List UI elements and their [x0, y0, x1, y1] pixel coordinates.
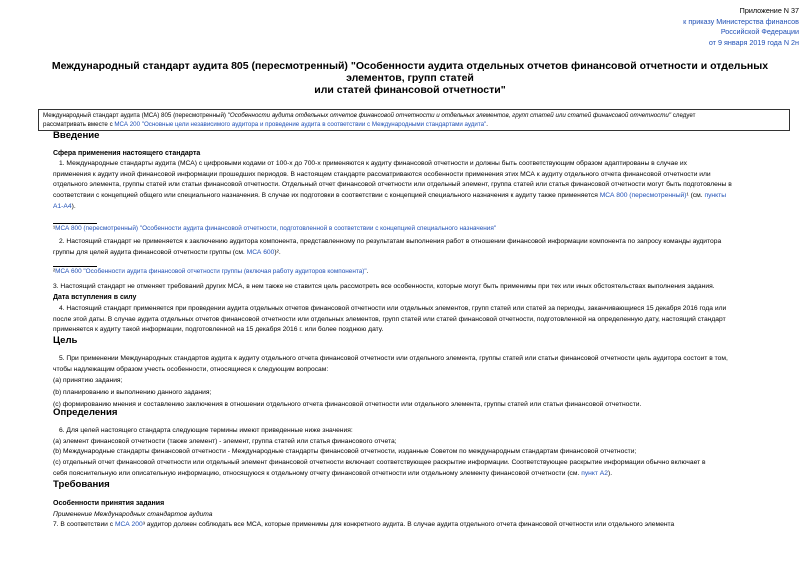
paragraph-5	[53, 354, 787, 411]
points-link[interactable]: пункты	[704, 192, 726, 200]
p6-item-c-2: себя пояснительную или описательную информацию, относящуюся к отдельному отчету финансовой отчетности или отдельному элементу финансовой отчетности (см.	[53, 469, 582, 477]
p1-ref: ¹ (см.	[686, 192, 705, 200]
order-link-1[interactable]: к приказу Министерства финансов	[683, 16, 799, 26]
note-italic: "Особенности аудита отдельных отчетов финансовой отчетности и отдельных элементов, групп статей или статей финансовой отчетности"	[227, 112, 672, 119]
p4-line-1: 4. Настоящий стандарт применяется при проведении аудита отдельных отчетов финансовой отчетности или отдельных элементов, групп статей или статей за периоды, заканчивающиеся 15 декабря 2016 года или	[59, 305, 727, 312]
p1-line-1: 1. Международные стандарты аудита (МСА) с цифровыми кодами от 100-х до 700-х применяются к аудиту финансовой отчетности и должны быть соответствующим образом адаптированы в случае их	[59, 160, 687, 167]
footnote-1	[53, 225, 496, 232]
section-definitions: Определения	[53, 407, 118, 418]
isa800-link[interactable]: МСА 800 (пересмотренный)	[599, 192, 687, 200]
fn2-mark: ²	[53, 268, 56, 275]
fn2-end: .	[366, 268, 369, 275]
isa800-footnote-link[interactable]: МСА 800 (пересмотренный) "Особенности аудита финансовой отчетности, подготовленной в соответствии с концепцией специального назначения"	[55, 225, 497, 232]
p5-item-a: (a) принятию задания;	[53, 377, 123, 385]
p7-line-1: ³ аудитор должен соблюдать все МСА, которые применимы для конкретного аудита. В случае аудита отдельного отчета финансовой отчетности или отдельного элемента	[142, 521, 675, 528]
isa600-footnote-link[interactable]: МСА 600 "Особенности аудита финансовой отчетности группы (включая работу аудиторов компонента)"	[55, 268, 367, 275]
paragraph-3: 3. Настоящий стандарт не отменяет требований других МСА, в нем также не ставится цель рассмотреть все особенности, которые могут быть применимы при тех или иных обстоятельствах выполнения задания.	[53, 283, 715, 290]
paragraph-4	[53, 304, 787, 336]
paragraph-1	[53, 159, 787, 213]
note-text-2: следует	[671, 112, 696, 119]
p4-line-2: после этой даты. В случае аудита отдельных отчетов финансовой отчетности или отдельных элементов, групп статей или статей финансовой отчетности, подготовленной на определенную дату, настоящий стандарт	[53, 315, 726, 323]
p5-line-1: 5. При применении Международных стандартов аудита к аудиту отдельного отчета финансовой отчетности или отдельного элемента, группы статей или статьи финансовой отчетности цель аудитора состоит в том,	[59, 355, 728, 362]
isa200-link[interactable]: МСА 200 "Основные цели независимого аудитора и проведение аудита в соответствии с Международными стандартами аудита"	[114, 121, 487, 128]
p5-line-2: чтобы надлежащим образом учесть особенности, относящиеся к следующим вопросам:	[53, 365, 329, 373]
p6-item-c-1: (c) отдельный отчет финансовой отчетности или отдельный элемент финансовой отчетности включает соответствующее раскрытие информации. Соответствующее раскрытие информации обычно включает в	[53, 459, 706, 467]
section-goal: Цель	[53, 335, 78, 346]
section-introduction: Введение	[53, 130, 100, 141]
appendix-label: Приложение N 37	[739, 6, 799, 15]
p6-item-a: (a) элемент финансовой отчетности (также элемент) - элемент, группа статей или статья финансового отчета;	[53, 437, 397, 445]
footnote-divider-2	[53, 266, 97, 267]
isa200-ref-link[interactable]: МСА 200	[114, 521, 143, 528]
isa600-link[interactable]: МСА 600	[246, 248, 275, 256]
p1-end: ).	[71, 202, 76, 210]
p1-line-3: отдельного элемента, группы статей или статьи финансовой отчетности. Отдельный отчет финансовой отчетности или отдельный элемент, группа статей или статья финансовой отчетности могут быть подготовлены в	[53, 181, 732, 189]
subsection-effective-date: Дата вступления в силу	[53, 294, 137, 301]
title-line-1: Международный стандарт аудита 805 (пересмотренный) "Особенности аудита отдельных отчетов финансовой отчетности и отдельных элементов, групп статей	[51, 60, 769, 84]
document-header	[683, 6, 799, 48]
p2-end: )².	[274, 248, 281, 256]
order-link-2[interactable]: Российской Федерации	[720, 27, 799, 36]
paragraph-7	[53, 520, 787, 531]
subsection-application: Применение Международных стандартов аудита	[53, 511, 213, 518]
title-line-2: или статей финансовой отчетности"	[314, 84, 506, 96]
note-text-3: рассматривать вместе с	[43, 121, 115, 128]
note-text: Международный стандарт аудита (МСА) 805 (пересмотренный)	[43, 112, 228, 119]
document-title	[30, 60, 790, 96]
subsection-acceptance: Особенности принятия задания	[53, 500, 165, 507]
p1-line-4: соответствии с концепцией общего или специального назначения. В случае их подготовки в соответствии с концепцией специального назначения к аудиту также применяется	[53, 192, 600, 200]
note-end: .	[486, 121, 488, 128]
footnote-divider	[53, 223, 97, 224]
section-requirements: Требования	[53, 479, 110, 490]
paragraph-6	[53, 426, 787, 480]
point-a2-link[interactable]: пункт А2	[581, 469, 608, 477]
p5-item-b: (b) планированию и выполнению данного задания;	[53, 389, 212, 397]
p6-item-b: (b) Международные стандарты финансовой отчетности - Международные стандарты финансовой отчетности, изданные Советом по международным стандартам финансовой отчетности;	[53, 448, 637, 456]
p1-line-2: применения к аудиту иной финансовой информации прошедших периодов. В настоящем стандарте рассматриваются особенности применения этих МСА к аудиту отдельного отчета финансовой отчетности или	[53, 170, 711, 178]
subsection-scope: Сфера применения настоящего стандарта	[53, 150, 201, 157]
p6-end: ).	[607, 469, 613, 477]
p2-line-1: 2. Настоящий стандарт не применяется к заключению аудитора компонента, представленному по результатам выполнения работ в отношении финансовой информации компонента по запросу команды аудитора	[59, 238, 722, 245]
p5-item-c: (c) формированию мнения и составлению заключения в отношении отдельного отчета финансовой отчетности или отдельного элемента, группы статей или статьи финансовой отчетности.	[53, 400, 642, 408]
footnote-2	[53, 268, 368, 275]
p4-line-3: применяется к аудиту такой информации, подготовленной на 15 декабря 2016 г. или более позднюю дату.	[53, 326, 384, 334]
p2-line-2: группы для целей аудита финансовой отчетности группы (см.	[53, 248, 247, 256]
points-a1-a4-link[interactable]: А1-А4	[53, 202, 72, 210]
order-link-3[interactable]: от 9 января 2019 года N 2н	[708, 37, 799, 47]
p6-line-1: 6. Для целей настоящего стандарта следующие термины имеют приведенные ниже значения:	[59, 427, 353, 434]
fn1-mark: ¹	[53, 225, 56, 232]
p7-start: 7. В соответствии с	[53, 521, 115, 528]
paragraph-2	[53, 237, 787, 258]
note-box	[38, 109, 790, 131]
